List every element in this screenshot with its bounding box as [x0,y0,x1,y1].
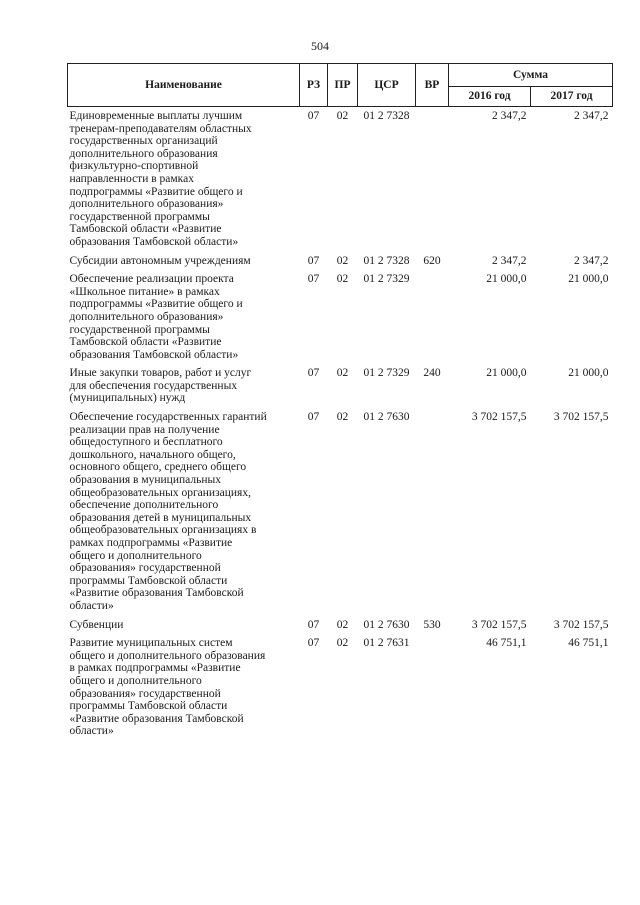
page-number: 504 [311,39,329,53]
row-name-line: образования» государственной [69,562,221,575]
row-name [68,273,300,367]
row-name-line: тренерам-преподавателям областных [69,122,252,135]
row-rz: 07 [307,273,320,286]
header-rz: РЗ [300,64,328,107]
row-name-line: образования в муниципальных [69,474,221,487]
row-name-line: «Развитие образования Тамбовской [69,587,244,600]
row-name-line: Развитие муниципальных систем [69,637,233,650]
row-name-line: физкультурно-спортивной [69,160,199,173]
table-row [68,107,613,255]
row-name-line: государственных организаций [69,135,218,148]
row-name-line: реализации прав на получение [69,423,220,436]
row-csr: 01 2 7328 [363,110,410,122]
header-sum: Сумма [449,64,613,87]
row-name-line: основного общего, среднего общего [69,461,247,474]
row-vr: 620 [423,254,441,267]
row-rz: 07 [307,411,320,424]
row-name-line: обеспечение дополнительного [69,499,219,512]
row-vr [416,411,449,619]
row-vr: 530 [423,618,441,631]
row-name-line: образования» государственной [69,687,221,700]
row-sum-2016: 46 751,1 [486,637,527,650]
row-vr: 240 [423,367,441,380]
row-name-line: Субсидии автономным учреждениям [69,254,251,267]
row-name-line: общеобразовательных организациях, [69,486,251,499]
row-name-line: Субвенции [69,618,124,631]
row-csr: 01 2 7631 [363,637,410,650]
row-name-line: общего и дополнительного образования [69,649,266,662]
row-name-line: «Развитие образования Тамбовской [69,712,244,725]
header-csr: ЦСР [358,64,416,107]
row-pr: 02 [336,254,349,267]
row-name-line: Тамбовской области «Развитие [69,223,222,236]
row-name-line: области» [69,725,114,738]
row-sum-2017: 3 702 157,5 [553,411,609,424]
row-name-line: Тамбовской области «Развитие [69,336,222,349]
row-csr: 01 2 7630 [363,618,410,631]
row-name-line: дополнительного образования» [69,310,224,323]
row-sum-2017: 46 751,1 [568,637,609,650]
header-2016: 2016 год [449,87,531,107]
row-csr: 01 2 7630 [363,411,410,424]
row-pr: 02 [336,110,349,122]
row-sum-2016: 2 347,2 [492,254,527,267]
table-row [68,637,613,744]
row-rz: 07 [307,110,320,122]
header-2017: 2017 год [531,87,613,107]
row-name-line: Единовременные выплаты лучшим [69,110,243,122]
row-rz: 07 [307,637,320,650]
table-row [68,411,613,619]
row-rz: 07 [307,254,320,267]
row-csr: 01 2 7328 [363,254,410,267]
row-name-line: рамках подпрограммы «Развитие [69,537,233,549]
table-row [68,273,613,367]
budget-table-body [68,107,613,744]
row-name-line: области» [69,599,114,612]
row-name-line: государственной программы [69,323,210,336]
row-name-line: Иные закупки товаров, работ и услуг [69,367,252,380]
row-name [68,411,300,619]
row-sum-2016: 2 347,2 [492,110,527,122]
row-sum-2016: 21 000,0 [486,273,527,286]
row-name-line: Обеспечение реализации проекта [69,273,234,286]
row-name-line: образования детей в муниципальных [69,511,252,524]
row-name-line: «Школьное питание» в рамках [69,285,220,298]
row-sum-2016: 21 000,0 [486,367,527,380]
table-row [68,619,613,638]
row-name-line: программы Тамбовской области [69,700,228,713]
row-sum-2017: 2 347,2 [574,254,609,267]
row-rz: 07 [307,367,320,380]
row-pr: 02 [336,411,349,424]
row-name-line: для обеспечения государственных [69,379,238,392]
row-pr: 02 [336,367,349,380]
row-name-line: Обеспечение государственных гарантий [69,411,267,424]
row-name-line: в рамках подпрограммы «Развитие [69,662,241,675]
row-sum-2016: 3 702 157,5 [471,618,527,631]
row-pr: 02 [336,637,349,650]
row-name-line: образования Тамбовской области» [69,235,239,248]
row-sum-2017: 3 702 157,5 [553,618,609,631]
row-name-line: общего и дополнительного [69,549,202,562]
row-vr [416,637,449,744]
row-name-line: общедоступного и бесплатного [69,436,223,449]
row-name-line: дополнительного образования [69,147,218,160]
table-row [68,367,613,411]
row-name-line: образования Тамбовской области» [69,348,239,361]
row-sum-2017: 21 000,0 [568,273,609,286]
row-sum-2017: 21 000,0 [568,367,609,380]
row-csr: 01 2 7329 [363,367,410,380]
budget-table [67,63,613,744]
row-name-line: общеобразовательных организациях в [69,524,257,537]
row-rz: 07 [307,618,320,631]
row-name-line: направленности в рамках [69,172,194,185]
row-name-line: дополнительного образования» [69,198,224,211]
row-name [68,255,300,274]
row-name [68,637,300,744]
row-pr: 02 [336,273,349,286]
row-sum-2017: 2 347,2 [574,110,609,122]
table-row [68,255,613,274]
row-name [68,367,300,411]
row-name-line: государственной программы [69,210,210,223]
row-name-line: программы Тамбовской области [69,574,228,587]
row-name-line: общего и дополнительного [69,674,202,687]
row-name-line: дошкольного, начального общего, [69,448,236,461]
header-name: Наименование [68,64,300,107]
header-vr: ВР [416,64,449,107]
header-pr: ПР [328,64,358,107]
row-pr: 02 [336,618,349,631]
row-vr [416,273,449,367]
row-csr: 01 2 7329 [363,273,410,286]
row-sum-2016: 3 702 157,5 [471,411,527,424]
row-name-line: подпрограммы «Развитие общего и [69,298,243,311]
row-name [68,619,300,638]
row-vr [416,107,449,255]
row-name-line: (муниципальных) нужд [69,392,186,405]
row-name [68,107,300,255]
row-name-line: подпрограммы «Развитие общего и [69,185,243,198]
